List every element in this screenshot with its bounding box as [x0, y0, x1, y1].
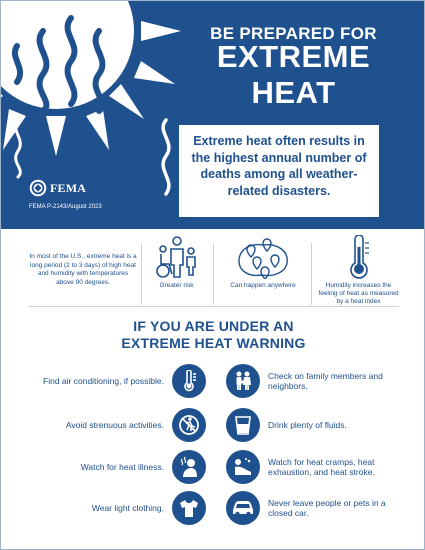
fema-logo-text: FEMA	[50, 180, 87, 195]
separator	[311, 243, 312, 305]
tip-light-clothing	[29, 491, 206, 525]
tip-text: Watch for heat illness.	[80, 461, 164, 472]
no-exercise-icon	[172, 408, 206, 442]
tip-text: Wear light clothing.	[91, 502, 164, 513]
tshirt-icon	[172, 491, 206, 525]
title-line-2: EXTREME	[216, 39, 371, 74]
separator	[213, 243, 214, 305]
fact-humidity	[316, 235, 401, 306]
intro-text: Extreme heat often results in the highest annual number of deaths among all weather-related disasters.	[191, 134, 367, 198]
tip-avoid-strenuous	[29, 408, 206, 442]
fact-label: Greater risk	[159, 282, 194, 289]
tip-drink-fluids	[226, 408, 398, 442]
heat-wave-icon	[7, 119, 29, 179]
intro-box	[179, 125, 379, 217]
facts-strip	[1, 229, 425, 304]
tip-text: Check on family members and neighbors.	[268, 370, 383, 391]
fema-seal-icon	[29, 179, 47, 197]
tip-text: Drink plenty of fluids.	[268, 419, 347, 430]
car-icon	[226, 491, 260, 525]
heat-definition: In most of the U.S., extreme heat is a long period (2 to 3 days) of high heat and humidity with temperatures above 90 degrees.	[29, 253, 137, 286]
water-glass-icon	[226, 408, 260, 442]
tip-closed-car	[226, 491, 398, 525]
people-group-icon	[147, 235, 207, 279]
fact-greater-risk	[144, 235, 209, 290]
tip-text: Find air conditioning, if possible.	[43, 375, 164, 386]
tip-text: Never leave people or pets in a closed car.	[268, 497, 386, 518]
thermostat-icon	[172, 364, 206, 398]
document-code: FEMA P-2143/August 2023	[29, 204, 102, 210]
fact-anywhere	[219, 235, 307, 290]
heat-illness-icon	[172, 450, 206, 484]
tip-check-family	[226, 364, 398, 398]
fact-label: Can happen anywhere	[230, 282, 296, 289]
section-divider	[29, 306, 399, 307]
title-line-1: BE PREPARED FOR	[210, 24, 377, 43]
thermometer-icon	[344, 235, 374, 279]
warning-heading-line-2: EXTREME HEAT WARNING	[121, 335, 306, 351]
tip-text: Watch for heat cramps, heat exhaustion, and heat stroke.	[268, 456, 375, 477]
fema-logo	[29, 179, 86, 197]
tip-text: Avoid strenuous activities.	[65, 419, 164, 430]
tip-heat-cramps	[226, 450, 398, 484]
warning-heading-line-1: IF YOU ARE UNDER AN	[133, 318, 294, 334]
title-line-3: HEAT	[251, 75, 336, 110]
separator	[141, 243, 142, 305]
family-icon	[226, 364, 260, 398]
fact-label: Humidity increases the feeling of heat as measured by a heat index	[318, 282, 399, 305]
map-pins-icon	[233, 235, 293, 279]
heat-wave-icon	[151, 116, 181, 196]
heat-stroke-icon	[226, 450, 260, 484]
tip-heat-illness	[29, 450, 206, 484]
top-banner	[1, 1, 425, 229]
tip-air-conditioning	[29, 364, 206, 398]
